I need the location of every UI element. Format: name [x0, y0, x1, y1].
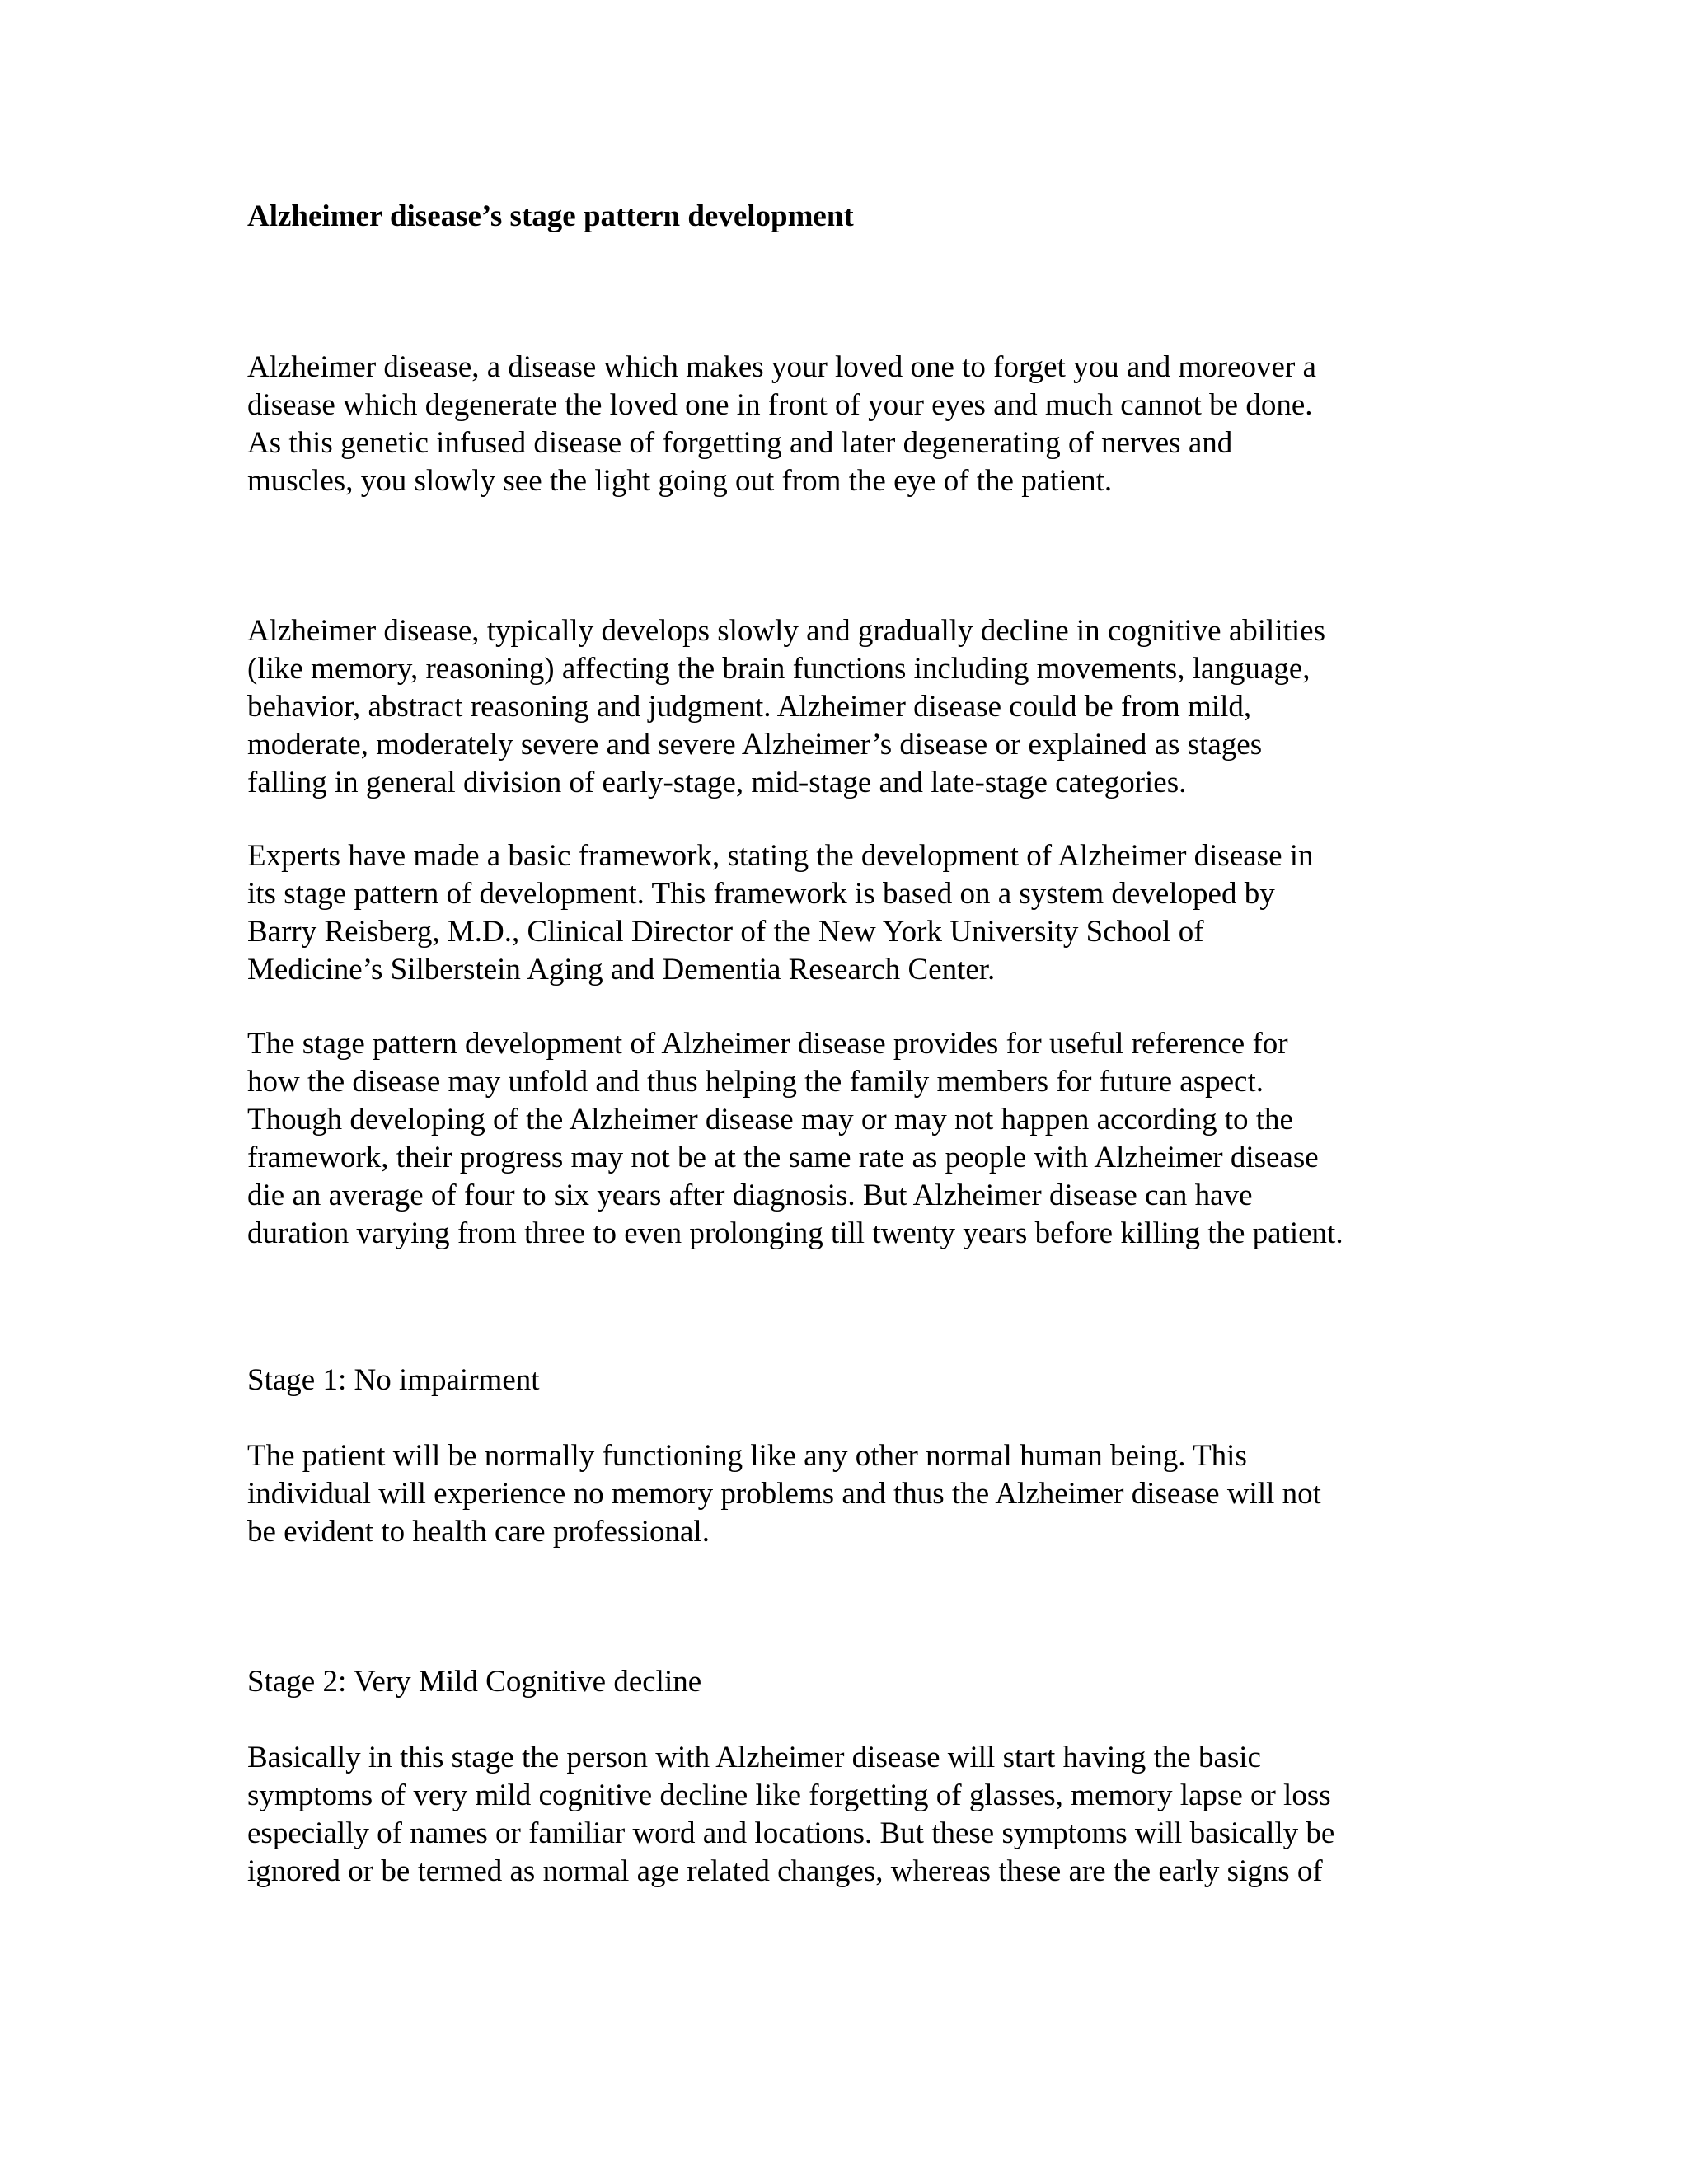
stage-1-heading: Stage 1: No impairment	[247, 1363, 540, 1397]
stage-pattern-paragraph: The stage pattern development of Alzheimer disease provides for useful reference for how the disease may unfold and thus helping the family members for future aspect. Though developing of the Alzheimer disease may or may not happen according to the framework, their progress may not be at the same rate as people with Alzheimer disease die an average of four to six years after diagnosis. But Alzheimer disease can have duration varying from three to even prolonging till twenty years before killing the patient.	[247, 1027, 1343, 1250]
stage-2-text: Basically in this stage the person with Alzheimer disease will start having the basic symptoms of very mild cognitive decline like forgetting of glasses, memory lapse or loss especially of names or familiar word and locations. But these symptoms will basically be ignored or be termed as normal age related changes, whereas these are the early signs of	[247, 1741, 1335, 1888]
stage-1-text: The patient will be normally functioning like any other normal human being. This individual will experience no memory problems and thus the Alzheimer disease will not be evident to health care professional.	[247, 1439, 1321, 1549]
document-title: Alzheimer disease’s stage pattern development	[247, 199, 854, 233]
stage-2-heading: Stage 2: Very Mild Cognitive decline	[247, 1665, 702, 1699]
framework-paragraph: Experts have made a basic framework, stating the development of Alzheimer disease in its stage pattern of development. This framework is based on a system developed by Barry Reisberg, M.D., Clinical Director of the New York University School of Medicine’s Silberstein Aging and Dementia Research Center.	[247, 839, 1314, 987]
intro-paragraph: Alzheimer disease, a disease which makes your loved one to forget you and moreover a disease which degenerate the loved one in front of your eyes and much cannot be done. As this genetic infused disease of forgetting and later degenerating of nerves and muscles, you slowly see the light going out from the eye of the patient.	[247, 350, 1316, 498]
development-paragraph: Alzheimer disease, typically develops slowly and gradually decline in cognitive abilities (like memory, reasoning) affecting the brain functions including movements, language, behavior, abstract reasoning and judgment. Alzheimer disease could be from mild, moderate, moderately severe and severe Alzheimer’s disease or explained as stages falling in general division of early-stage, mid-stage and late-stage categories.	[247, 614, 1325, 799]
